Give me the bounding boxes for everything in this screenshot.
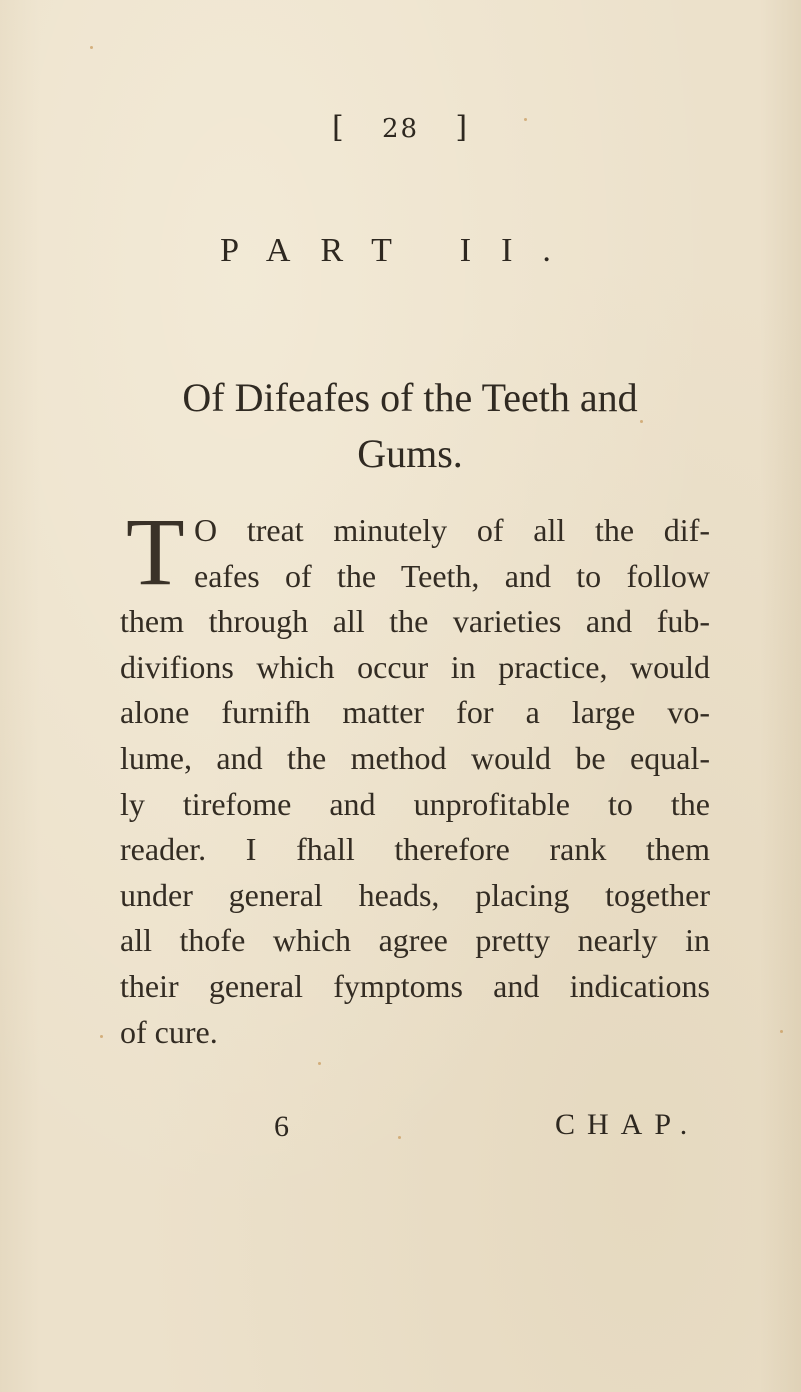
text-line: of cure. — [120, 1013, 218, 1050]
open-bracket: [ — [331, 110, 346, 145]
foxing-speck — [780, 1030, 783, 1033]
foxing-speck — [398, 1136, 401, 1139]
chapter-title-line: Of Difeafes of the Teeth and — [182, 375, 638, 420]
text-line: reader. I fhall therefore rank them — [120, 831, 710, 868]
chapter-title — [60, 370, 760, 482]
foxing-speck — [90, 46, 93, 49]
text-line: their general fymptoms and indications — [120, 967, 710, 1004]
part-title: PART II. — [220, 232, 581, 269]
foxing-speck — [100, 1035, 103, 1038]
running-head — [0, 110, 801, 145]
signature-mark: 6 — [274, 1110, 289, 1143]
text-line: alone furnifh matter for a large vo- — [120, 694, 710, 731]
close-bracket: ] — [455, 110, 470, 145]
text-line: lume, and the method would be equal- — [120, 739, 710, 776]
text-line: O treat minutely of all the dif- — [194, 512, 710, 548]
text-line: eafes of the Teeth, and to follow — [194, 557, 710, 594]
text-line: them through all the varieties and fub- — [120, 603, 710, 640]
foxing-speck — [318, 1062, 321, 1065]
body-paragraph — [120, 498, 710, 1055]
catchword: CHAP. — [555, 1108, 700, 1141]
text-line: divifions which occur in practice, would — [120, 648, 710, 685]
page-number: 28 — [381, 114, 420, 144]
chapter-title-line: Gums. — [357, 431, 463, 476]
text-line: all thofe which agree pretty nearly in — [120, 922, 710, 959]
drop-cap: T — [126, 498, 185, 605]
text-line: ly tirefome and unprofitable to the — [120, 785, 710, 822]
text-line: under general heads, placing together — [120, 876, 710, 913]
